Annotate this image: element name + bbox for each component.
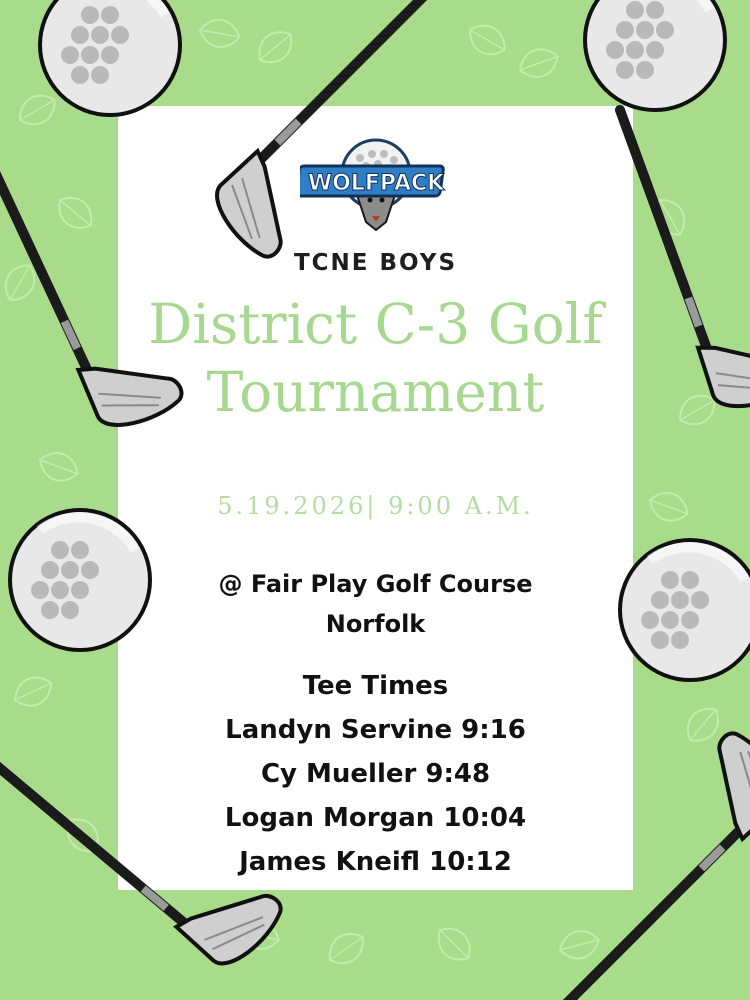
team-label: TCNE BOYS	[293, 250, 458, 276]
event-title	[118, 290, 633, 426]
event-date-time: 5.19.2026| 9:00 A.M.	[217, 492, 534, 520]
tee-time-entry: Cy Mueller 9:48	[260, 759, 491, 789]
tee-time-entry: James Kneifl 10:12	[239, 847, 512, 877]
tee-time-entry: Logan Morgan 10:04	[224, 803, 527, 833]
event-title-line2: Tournament	[206, 360, 545, 424]
tee-times-heading: Tee Times	[302, 671, 449, 701]
golf-ball-icon	[620, 540, 750, 680]
venue	[118, 564, 633, 644]
logo-text: WOLFPACK	[307, 171, 445, 196]
event-title-line1: District C-3 Golf	[148, 292, 603, 356]
golf-ball-icon	[40, 0, 180, 115]
tee-time-entry: Landyn Servine 9:16	[225, 715, 526, 745]
golf-ball-icon	[585, 0, 725, 110]
wolfpack-logo	[300, 136, 452, 236]
venue-line1: @ Fair Play Golf Course	[218, 570, 533, 598]
venue-line2: Norfolk	[325, 610, 426, 638]
tee-times	[118, 664, 633, 884]
